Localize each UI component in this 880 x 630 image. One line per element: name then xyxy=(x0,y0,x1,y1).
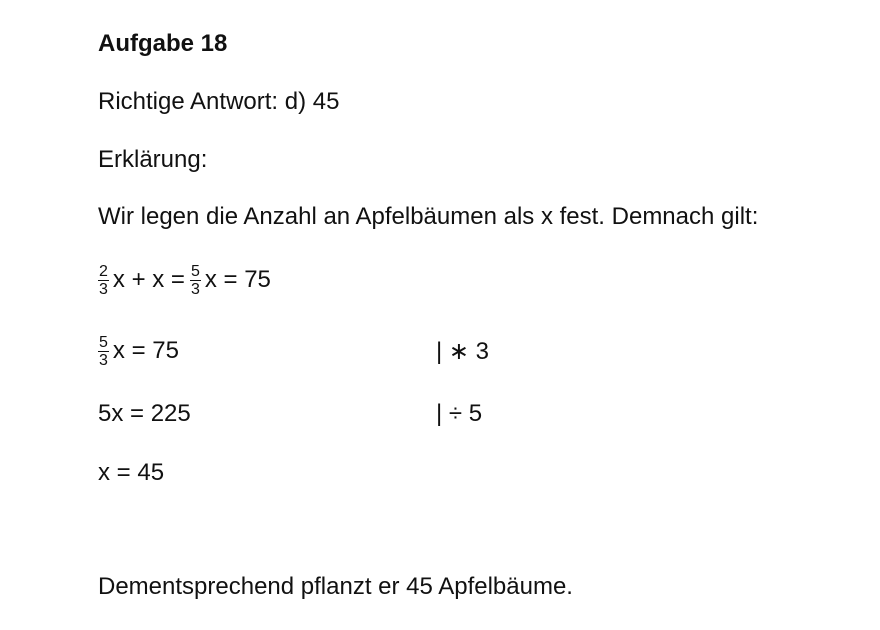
fraction-denominator: 3 xyxy=(190,280,200,298)
explanation-label: Erklärung: xyxy=(98,146,208,173)
equation-3-operation: | ÷ 5 xyxy=(436,400,483,427)
equation-3: 5x = 225 xyxy=(98,400,191,427)
equation-4: x = 45 xyxy=(98,459,165,486)
fraction-denominator: 3 xyxy=(99,280,108,298)
equation-1 xyxy=(98,255,271,305)
explanation-intro: Wir legen die Anzahl an Apfelbäumen als x fest. Demnach gilt: xyxy=(98,203,759,230)
fraction-two-thirds xyxy=(98,263,109,298)
fraction-numerator: 5 xyxy=(190,262,200,280)
equation-2-tail: x = 75 xyxy=(112,337,179,364)
equation-1-tail: x = 75 xyxy=(204,266,271,293)
conclusion-text: Dementsprechend pflanzt er 45 Apfelbäume. xyxy=(98,573,573,600)
correct-answer: Richtige Antwort: d) 45 xyxy=(98,88,340,115)
equation-2-operation: | ∗ 3 xyxy=(436,337,490,365)
equation-2 xyxy=(98,326,179,376)
fraction-numerator: 2 xyxy=(99,262,108,280)
task-title: Aufgabe 18 xyxy=(98,30,228,57)
fraction-numerator: 5 xyxy=(99,333,108,351)
equation-1-middle: x + x = xyxy=(112,266,185,293)
fraction-denominator: 3 xyxy=(99,351,108,369)
fraction-five-thirds xyxy=(190,263,201,298)
fraction-five-thirds xyxy=(98,334,109,369)
